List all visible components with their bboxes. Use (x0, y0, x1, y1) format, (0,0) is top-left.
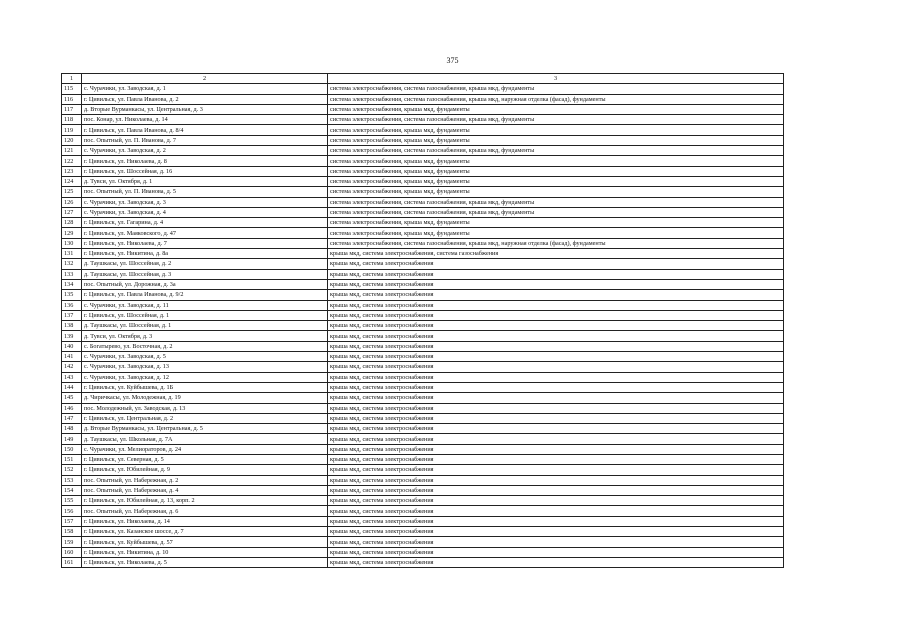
table-row (62, 444, 784, 454)
works-cell: система электроснабжения, крыша мкд, фундаменты (328, 104, 784, 114)
works-cell: система электроснабжения, система газоснабжения, крыша мкд, фундаменты (328, 84, 784, 94)
works-cell: крыша мкд, система электроснабжения (328, 506, 784, 516)
table-row (62, 249, 784, 259)
address-cell: г. Цивильск, ул. Шоссейная, д. 1 (82, 310, 328, 320)
row-number-cell: 160 (62, 547, 82, 557)
row-number-cell: 120 (62, 135, 82, 145)
row-number-cell: 129 (62, 228, 82, 238)
address-cell: г. Цивильск, ул. Центральная, д. 2 (82, 413, 328, 423)
table-row (62, 424, 784, 434)
address-cell: д. Вторые Вурманкасы, ул. Центральная, д. 5 (82, 424, 328, 434)
row-number-cell: 133 (62, 269, 82, 279)
works-cell: крыша мкд, система электроснабжения (328, 269, 784, 279)
address-cell: пос. Конар, ул. Николаева, д. 14 (82, 115, 328, 125)
address-cell: г. Цивильск, ул. Юбилейная, д. 13, корп. 2 (82, 496, 328, 506)
address-cell: с. Чурачики, ул. Заводская, д. 1 (82, 84, 328, 94)
row-number-cell: 116 (62, 94, 82, 104)
table-row (62, 146, 784, 156)
row-number-cell: 149 (62, 434, 82, 444)
row-number-cell: 150 (62, 444, 82, 454)
works-cell: крыша мкд, система электроснабжения (328, 372, 784, 382)
works-cell: крыша мкд, система электроснабжения, система газоснабжения (328, 249, 784, 259)
table-row (62, 496, 784, 506)
row-number-cell: 127 (62, 207, 82, 217)
works-cell: система электроснабжения, система газоснабжения, крыша мкд, наружная отделка (фасад), фундаменты (328, 94, 784, 104)
address-cell: с. Чурачики, ул. Заводская, д. 3 (82, 197, 328, 207)
address-cell: д. Таушкасы, ул. Школьная, д. 7А (82, 434, 328, 444)
works-cell: крыша мкд, система электроснабжения (328, 279, 784, 289)
works-table (61, 73, 784, 568)
works-cell: крыша мкд, система электроснабжения (328, 496, 784, 506)
works-cell: крыша мкд, система электроснабжения (328, 413, 784, 423)
row-number-cell: 121 (62, 146, 82, 156)
address-cell: д. Чиричкасы, ул. Молодежная, д. 19 (82, 393, 328, 403)
works-cell: система электроснабжения, крыша мкд, фундаменты (328, 176, 784, 186)
address-cell: пос. Опытный, ул. П. Иванова, д. 7 (82, 135, 328, 145)
table-row (62, 115, 784, 125)
row-number-cell: 145 (62, 393, 82, 403)
row-number-cell: 146 (62, 403, 82, 413)
address-cell: г. Цивильск, ул. Николаева, д. 5 (82, 557, 328, 567)
address-cell: с. Чурачики, ул. Мелиораторов, д. 24 (82, 444, 328, 454)
works-cell: крыша мкд, система электроснабжения (328, 454, 784, 464)
row-number-cell: 144 (62, 382, 82, 392)
row-number-cell: 126 (62, 197, 82, 207)
works-cell: система электроснабжения, крыша мкд, фундаменты (328, 135, 784, 145)
table-row (62, 331, 784, 341)
table-row (62, 125, 784, 135)
table-row (62, 269, 784, 279)
table-row (62, 485, 784, 495)
address-cell: г. Цивильск, ул. Николаева, д. 8 (82, 156, 328, 166)
address-cell: с. Чурачики, ул. Заводская, д. 13 (82, 362, 328, 372)
address-cell: с. Чурачики, ул. Заводская, д. 11 (82, 300, 328, 310)
row-number-cell: 153 (62, 475, 82, 485)
table-row (62, 300, 784, 310)
table-row (62, 372, 784, 382)
row-number-cell: 128 (62, 218, 82, 228)
table-row (62, 393, 784, 403)
row-number-cell: 152 (62, 465, 82, 475)
table-row (62, 516, 784, 526)
column-header-number: 1 (62, 74, 82, 84)
table-row (62, 166, 784, 176)
address-cell: г. Цивильск, ул. Шоссейная, д. 16 (82, 166, 328, 176)
works-cell: крыша мкд, система электроснабжения (328, 475, 784, 485)
works-cell: крыша мкд, система электроснабжения (328, 382, 784, 392)
address-cell: с. Богатырево, ул. Восточная, д. 2 (82, 341, 328, 351)
works-cell: система электроснабжения, система газоснабжения, крыша мкд, фундаменты (328, 146, 784, 156)
works-cell: крыша мкд, система электроснабжения (328, 393, 784, 403)
works-cell: система электроснабжения, крыша мкд, фундаменты (328, 218, 784, 228)
works-cell: система электроснабжения, крыша мкд, фундаменты (328, 187, 784, 197)
works-cell: система электроснабжения, система газоснабжения, крыша мкд, фундаменты (328, 197, 784, 207)
table-row (62, 207, 784, 217)
works-cell: крыша мкд, система электроснабжения (328, 434, 784, 444)
column-header-works: 3 (328, 74, 784, 84)
table-row (62, 259, 784, 269)
row-number-cell: 137 (62, 310, 82, 320)
works-cell: крыша мкд, система электроснабжения (328, 310, 784, 320)
column-header-address: 2 (82, 74, 328, 84)
table-row (62, 84, 784, 94)
row-number-cell: 131 (62, 249, 82, 259)
row-number-cell: 136 (62, 300, 82, 310)
row-number-cell: 119 (62, 125, 82, 135)
address-cell: пос. Опытный, ул. Дорожная, д. 3а (82, 279, 328, 289)
works-cell: крыша мкд, система электроснабжения (328, 331, 784, 341)
row-number-cell: 138 (62, 321, 82, 331)
works-cell: система электроснабжения, система газоснабжения, крыша мкд, наружная отделка (фасад), фундаменты (328, 238, 784, 248)
works-cell: система электроснабжения, крыша мкд, фундаменты (328, 125, 784, 135)
works-cell: крыша мкд, система электроснабжения (328, 403, 784, 413)
row-number-cell: 122 (62, 156, 82, 166)
address-cell: с. Чурачики, ул. Заводская, д. 5 (82, 352, 328, 362)
table-row (62, 238, 784, 248)
table-row (62, 94, 784, 104)
works-cell: крыша мкд, система электроснабжения (328, 290, 784, 300)
row-number-cell: 117 (62, 104, 82, 114)
row-number-cell: 156 (62, 506, 82, 516)
works-cell: система электроснабжения, система газоснабжения, крыша мкд, фундаменты (328, 207, 784, 217)
table-row (62, 527, 784, 537)
row-number-cell: 125 (62, 187, 82, 197)
works-cell: система электроснабжения, крыша мкд, фундаменты (328, 166, 784, 176)
table-row (62, 176, 784, 186)
table-row (62, 557, 784, 567)
address-cell: д. Таушкасы, ул. Шоссейная, д. 2 (82, 259, 328, 269)
table-row (62, 156, 784, 166)
table-row (62, 465, 784, 475)
address-cell: г. Цивильск, ул. Павла Иванова, д. 8/4 (82, 125, 328, 135)
address-cell: пос. Молодежный, ул. Заводская, д. 13 (82, 403, 328, 413)
works-cell: крыша мкд, система электроснабжения (328, 444, 784, 454)
works-cell: крыша мкд, система электроснабжения (328, 547, 784, 557)
row-number-cell: 159 (62, 537, 82, 547)
row-number-cell: 143 (62, 372, 82, 382)
row-number-cell: 148 (62, 424, 82, 434)
row-number-cell: 157 (62, 516, 82, 526)
works-cell: крыша мкд, система электроснабжения (328, 362, 784, 372)
works-cell: крыша мкд, система электроснабжения (328, 424, 784, 434)
row-number-cell: 115 (62, 84, 82, 94)
table-row (62, 403, 784, 413)
address-cell: д. Таушкасы, ул. Шоссейная, д. 1 (82, 321, 328, 331)
works-cell: крыша мкд, система электроснабжения (328, 557, 784, 567)
address-cell: г. Цивильск, ул. Гагарина, д. 4 (82, 218, 328, 228)
address-cell: г. Цивильск, ул. Николаева, д. 14 (82, 516, 328, 526)
works-cell: система электроснабжения, система газоснабжения, крыша мкд, фундаменты (328, 115, 784, 125)
table-header-row (62, 74, 784, 84)
address-cell: д. Таушкасы, ул. Шоссейная, д. 3 (82, 269, 328, 279)
row-number-cell: 161 (62, 557, 82, 567)
table-row (62, 104, 784, 114)
table-row (62, 537, 784, 547)
row-number-cell: 132 (62, 259, 82, 269)
row-number-cell: 134 (62, 279, 82, 289)
table-row (62, 434, 784, 444)
table-row (62, 413, 784, 423)
table-row (62, 228, 784, 238)
row-number-cell: 154 (62, 485, 82, 495)
address-cell: пос. Опытный, ул. Набережная, д. 4 (82, 485, 328, 495)
row-number-cell: 135 (62, 290, 82, 300)
table-row (62, 352, 784, 362)
address-cell: г. Цивильск, ул. Павла Иванова, д. 9/2 (82, 290, 328, 300)
works-cell: крыша мкд, система электроснабжения (328, 300, 784, 310)
address-cell: г. Цивильск, ул. Казанское шоссе, д. 7 (82, 527, 328, 537)
row-number-cell: 139 (62, 331, 82, 341)
works-cell: крыша мкд, система электроснабжения (328, 341, 784, 351)
works-cell: крыша мкд, система электроснабжения (328, 537, 784, 547)
table-row (62, 279, 784, 289)
works-cell: крыша мкд, система электроснабжения (328, 259, 784, 269)
works-cell: крыша мкд, система электроснабжения (328, 465, 784, 475)
address-cell: г. Цивильск, ул. Куйбышева, д. 1Б (82, 382, 328, 392)
table-row (62, 506, 784, 516)
table-row (62, 321, 784, 331)
row-number-cell: 151 (62, 454, 82, 464)
row-number-cell: 130 (62, 238, 82, 248)
address-cell: пос. Опытный, ул. П. Иванова, д. 5 (82, 187, 328, 197)
address-cell: с. Чурачики, ул. Заводская, д. 2 (82, 146, 328, 156)
address-cell: г. Цивильск, ул. Куйбышева, д. 57 (82, 537, 328, 547)
table-row (62, 218, 784, 228)
address-cell: д. Тувси, ул. Октября, д. 3 (82, 331, 328, 341)
works-cell: система электроснабжения, крыша мкд, фундаменты (328, 228, 784, 238)
address-cell: г. Цивильск, ул. Павла Иванова, д. 2 (82, 94, 328, 104)
address-cell: с. Чурачики, ул. Заводская, д. 4 (82, 207, 328, 217)
row-number-cell: 147 (62, 413, 82, 423)
works-cell: система электроснабжения, крыша мкд, фундаменты (328, 156, 784, 166)
address-cell: г. Цивильск, ул. Юбилейная, д. 9 (82, 465, 328, 475)
address-cell: д. Тувси, ул. Октября, д. 1 (82, 176, 328, 186)
table-row (62, 187, 784, 197)
table-row (62, 382, 784, 392)
table-row (62, 310, 784, 320)
table-body (62, 84, 784, 568)
table-row (62, 341, 784, 351)
table-row (62, 290, 784, 300)
page-number: 375 (446, 56, 459, 65)
table-row (62, 454, 784, 464)
address-cell: г. Цивильск, ул. Никитина, д. 8а (82, 249, 328, 259)
works-cell: крыша мкд, система электроснабжения (328, 485, 784, 495)
row-number-cell: 158 (62, 527, 82, 537)
address-cell: г. Цивильск, ул. Маяковского, д. 47 (82, 228, 328, 238)
address-cell: г. Цивильск, ул. Николаева, д. 7 (82, 238, 328, 248)
works-cell: крыша мкд, система электроснабжения (328, 321, 784, 331)
row-number-cell: 123 (62, 166, 82, 176)
address-cell: пос. Опытный, ул. Набережная, д. 6 (82, 506, 328, 516)
row-number-cell: 140 (62, 341, 82, 351)
row-number-cell: 142 (62, 362, 82, 372)
works-cell: крыша мкд, система электроснабжения (328, 516, 784, 526)
works-cell: крыша мкд, система электроснабжения (328, 352, 784, 362)
address-cell: с. Чурачики, ул. Заводская, д. 12 (82, 372, 328, 382)
table-row (62, 475, 784, 485)
row-number-cell: 155 (62, 496, 82, 506)
address-cell: г. Цивильск, ул. Северная, д. 5 (82, 454, 328, 464)
row-number-cell: 141 (62, 352, 82, 362)
address-cell: пос. Опытный, ул. Набережная, д. 2 (82, 475, 328, 485)
table-row (62, 547, 784, 557)
row-number-cell: 118 (62, 115, 82, 125)
row-number-cell: 124 (62, 176, 82, 186)
address-cell: г. Цивильск, ул. Никитина, д. 10 (82, 547, 328, 557)
works-cell: крыша мкд, система электроснабжения (328, 527, 784, 537)
table-row (62, 135, 784, 145)
address-cell: д. Вторые Вурманкасы, ул. Центральная, д. 3 (82, 104, 328, 114)
table-row (62, 362, 784, 372)
table-row (62, 197, 784, 207)
